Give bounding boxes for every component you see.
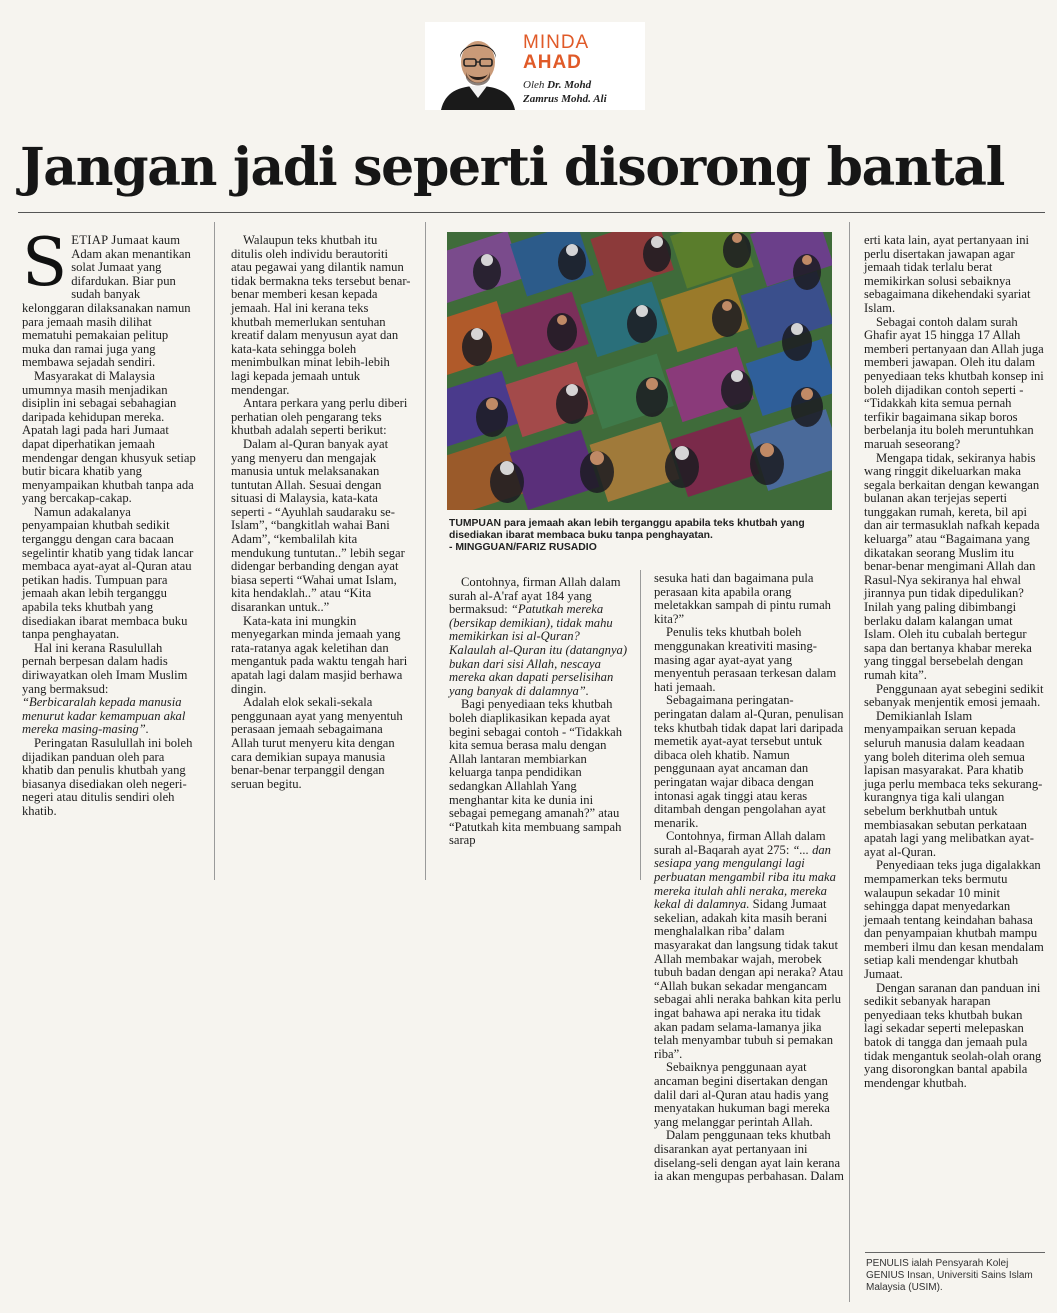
photo-credit: - MINGGUAN/FARIZ RUSADIO (449, 542, 597, 553)
paragraph: Hal ini kerana Rasulullah pernah berpesan dalam hadis diriwayatkan oleh Imam Muslim yang bermaksud: (22, 640, 188, 696)
paragraph (22, 224, 198, 370)
paragraph: Antara perkara yang perlu diberi perhatian oleh pengarang teks khutbah adalah seperti berikut: (231, 396, 408, 438)
paragraph: Dalam al-Quran banyak ayat yang menyeru dan mengajak manusia untuk melaksanakan tuntutan Allah. Sesuai dengan situasi di Malaysia, kata-kata seperti - “Ayuhlah saudaraku se-Islam”, “bangkitlah wahai Bani Adam”, “kembalilah kita mendukung tuntutan..” lebih segar didengar berbanding dengan ayat biasa seperti “Wahai umat Islam, kita hendaklah..” atau “Kita disarankan untuk..” (231, 436, 405, 615)
paragraph: Peringatan Rasulullah ini boleh dijadikan panduan oleh para khatib dan penulis khutbah yang biasanya disediakan oleh negeri-negeri atau ditulis sendiri oleh khatib. (22, 735, 193, 818)
paragraph: Penulis teks khutbah boleh menggunakan kreativiti masing-masing agar ayat-ayat yang menyentuh perasaan terkesan dalam hati jemaah. (654, 625, 837, 694)
article-column-4 (654, 572, 844, 1184)
paragraph: Sebagaimana peringatan-peringatan dalam al-Quran, penulisan teks khutbah tidak dapat lari daripada memetik ayat-ayat tersebut untuk dibaca oleh khatib. Namun penggunaan ayat ancaman dan peringatan wajar dibaca dengan intonasi agak tinggi atau keras ditambah dengan pengolahan ayat menarik. (654, 693, 844, 830)
column-byline (425, 22, 645, 110)
column-name-line1: MINDA (523, 32, 590, 53)
author-name-part1: Dr. Mohd (547, 79, 592, 91)
caption-lead: TUMPUAN (449, 518, 501, 529)
paragraph: Walaupun teks khutbah itu ditulis oleh individu berautoriti atau pegawai yang dilantik namun tidak bermakna teks tersebut benar-benar memberi kesan kepada jemaah. Hal ini kerana teks khutbah memerlukan sentuhan kreatif dalam menyusun ayat dan kata-kata sehingga boleh menimbulkan minat lebih-lebih lagi kepada jemaah untuk mendengar. (231, 233, 411, 397)
paragraph: Dalam penggunaan teks khutbah disarankan ayat pertanyaan ini diselang-seli dengan ayat lain kerana ia akan mengupas perbahasan. Dalam (654, 1128, 844, 1184)
byline-prefix: Oleh (523, 79, 548, 91)
paragraph: erti kata lain, ayat pertanyaan ini perlu disertakan jawapan agar jemaah tidak terlalu berat memikirkan solusi sebaiknya sebagaimana dikehendaki syariat Islam. (864, 233, 1031, 315)
author-note: PENULIS ialah Pensyarah Kolej GENIUS Insan, Universiti Sains Islam Malaysia (USIM). (866, 1258, 1033, 1293)
paragraph: Penggunaan ayat sebegini sedikit sebanyak menjentik emosi jemaah. (864, 681, 1044, 710)
paragraph: Penyediaan teks juga digalakkan mempamerkan teks bermutu walaupun sekadar 10 minit sehingga dapat menyedarkan jemaah tentang keindahan bahasa dan penyampaian khutbah mampu memberi ilmu dan kesan mendalam setiap kali mendengar khutbah Jumaat. (864, 858, 1044, 982)
article-column-3 (449, 576, 629, 848)
paragraph: Adalah elok sekali-sekala penggunaan ayat yang menyentuh perasaan jemaah sebagaimana Allah turut menyeru kita dengan cara demikian supaya manusia benar-benar terpanggil dengan seruan begitu. (231, 695, 403, 791)
paragraph: Masyarakat di Malaysia umumnya masih menjadikan disiplin ini sebagai sebahagian daripada kehidupan mereka. Apatah lagi pada hari Jumaat dapat diperhatikan jemaah mendengar dengan khusyuk setiap butir bicara khatib yang menyampaikan khutbah tanpa ada yang bercakap-cakap. (22, 368, 196, 506)
paragraph (654, 830, 844, 1061)
paragraph: Dengan saranan dan panduan ini sedikit sebanyak harapan penyediaan teks khutbah bukan lagi sekadar seperti melepaskan batok di tangga dan jemaah pula tidak mengantuk seolah-olah orang yang disorongkan bantal apabila mendengar khutbah. (864, 980, 1042, 1090)
paragraph: Sebagai contoh dalam surah Ghafir ayat 15 hingga 17 Allah memberi pertanyaan dan Allah juga memberi jawapan. Oleh itu dalam penyediaan teks khutbah konsep ini boleh dijadikan contoh seperti - “Tidakkah kita semua pernah terfikir bagaimana sikap boros berbelanja itu boleh meruntuhkan maruah seseorang? (864, 314, 1044, 451)
headline-rule (18, 212, 1045, 213)
column-name-line2: AHAD (523, 52, 582, 73)
paragraph-text: Contohnya, firman Allah dalam surah al-Baqarah ayat 275: (654, 829, 826, 857)
quran-quote: “Patutkah mereka (bersikap demikian), tidak mahu memikirkan isi al-Quran? Kalaulah al-Quran itu (datangnya) bukan dari sisi Allah, nescaya mereka akan dapati perselisihan yang banyak di dalamnya”. (449, 602, 628, 698)
paragraph (449, 576, 629, 698)
author-portrait (439, 28, 517, 110)
paragraph: sesuka hati dan bagaimana pula perasaan kita apabila orang meletakkan sampah di pintu rumah kita?” (654, 571, 831, 626)
author-note-rule (865, 1252, 1045, 1253)
article-column-2 (231, 234, 411, 791)
author-line2: Zamrus Mohd. Ali (523, 93, 607, 105)
headline: Jangan jadi seperti disorong bantal (20, 137, 1005, 198)
article-column-5 (864, 234, 1044, 1090)
column-divider (425, 222, 426, 880)
column-divider (640, 570, 641, 880)
paragraph-text: Contohnya, firman Allah dalam surah al-A'raf ayat 184 yang bermaksud: (449, 575, 621, 617)
lead-caps: ETIAP Jumaat (71, 233, 149, 247)
paragraph: Demikianlah Islam menyampaikan seruan kepada seluruh manusia dalam keadaan yang boleh diterima oleh semua lapisan masyarakat. Para khatib juga perlu membaca teks sekurang-kurangnya tiga kali ulangan sebelum berkhutbah untuk membiasakan sebutan perkataan apatah lagi yang melibatkan ayat-ayat al-Quran. (864, 708, 1043, 859)
hadith-quote: “Berbicaralah kepada manusia menurut kadar kemampuan akal mereka masing-masing”. (22, 695, 186, 737)
article-column-1 (22, 224, 198, 819)
paragraph: Sebaiknya penggunaan ayat ancaman begini disertakan dengan dalil dari al-Quran atau hadis yang menyatakan hukuman bagi mereka yang melanggar perintah Allah. (654, 1060, 830, 1129)
photo-caption (449, 518, 834, 554)
drop-cap: S (22, 224, 68, 301)
column-divider (849, 222, 850, 1302)
paragraph-text: Sidang Jumaat sekelian, adakah kita masih berani menghalalkan riba’ dalam masyarakat dan langsung tidak takut Allah membakar wajah, merobek tubuh badan dengan api neraka? Atau “Allah bukan sekadar mengancam sebagai ahli neraka bahkan kita perlu ingat bahawa api neraka itu tidak akan padam selama-lamanya jika telah menyambar tubuh si pemakan riba”. (654, 897, 844, 1061)
caption-text: para jemaah akan lebih terganggu apabila teks khutbah yang disediakan ibarat membaca buku tanpa penghayatan. (449, 518, 805, 541)
paragraph: Namun adakalanya penyampaian khutbah sedikit terganggu dengan cara bacaan segelintir khatib yang tidak lancar membaca ayat-ayat al-Quran atau petikan hadis. Tumpuan para jemaah akan lebih terganggu apabila teks khutbah yang disediakan ibarat membaca buku tanpa penghayatan. (22, 504, 194, 642)
paragraph-text: kaum Adam akan menantikan solat Jumaat yang difardukan. Biar pun sudah banyak kelonggaran dilaksanakan namun para jemaah masih dilihat mematuhi pemakaian pelitup muka dan ramai juga yang membawa sejadah sendiri. (22, 233, 191, 370)
paragraph: Bagi penyediaan teks khutbah boleh diaplikasikan kepada ayat begini sebagai contoh - “Tidakkah kita semua berasa malu dengan Allah lantaran membiarkan keluarga tanpa pendidikan sedangkan Allahlah Yang menghantar kita ke dunia ini sebagai pemegang amanah?” atau “Patutkah kita membuang sampah sarap (449, 697, 623, 848)
paragraph: Mengapa tidak, sekiranya habis wang ringgit dikeluarkan maka segala berkaitan dengan kewangan bulanan akan terjejas seperti tunggakan rumah, kereta, bil api dan air termasuklah nafkah kepada keluarga” atau “Bagaimana yang dikatakan seorang Muslim itu benar-benar mengimani Allah dan Rasul-Nya sekiranya hal ehwal jirannya pun tidak dipedulikan? Inilah yang paling dibimbangi berlaku dalam kalangan umat Islam. Oleh itu cubalah bertegur sapa dan bertanya khabar mereka yang tinggal bersebelah dengan rumah kita”. (864, 450, 1040, 682)
column-divider (214, 222, 215, 880)
mosque-congregation-photo (447, 232, 832, 510)
paragraph: Kata-kata ini mungkin menyegarkan minda jemaah yang rata-ratanya agak keletihan dan mengantuk pada waktu tengah hari apatah lagi dalam masjid berhawa dingin. (231, 613, 408, 696)
author-line1 (523, 79, 591, 91)
quran-quote: “... dan sesiapa yang mengulangi lagi perbuatan mengambil riba itu maka mereka itulah ahli neraka, mereka kekal di dalamnya. (654, 842, 836, 912)
